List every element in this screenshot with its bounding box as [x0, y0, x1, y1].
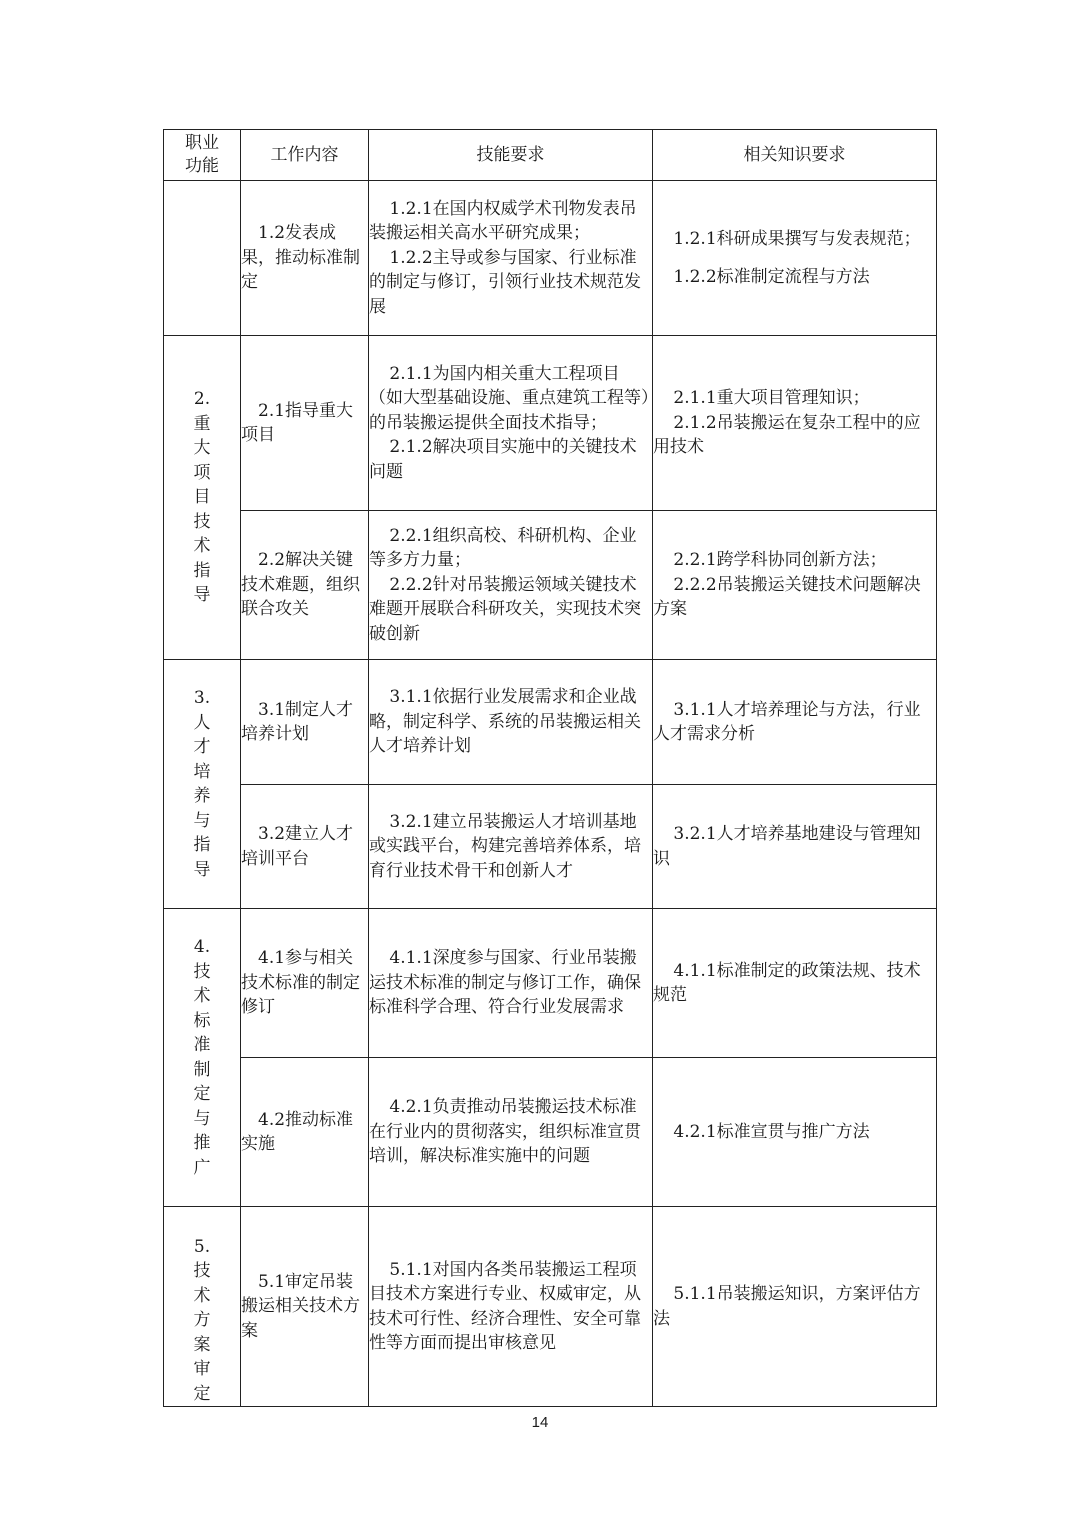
skill-item: 1.2.1在国内权威学术刊物发表吊装搬运相关高水平研究成果； — [369, 198, 637, 244]
table-row — [164, 785, 937, 909]
spec-table — [163, 129, 937, 1407]
skill-item: 1.2.2主导或参与国家、行业标准的制定与修订，引领行业技术规范发展 — [369, 247, 641, 317]
knowledge-item: 2.1.1重大项目管理知识； — [673, 388, 870, 409]
function-cell — [164, 1207, 241, 1407]
knowledge-cell — [653, 785, 937, 909]
skills-cell — [369, 181, 653, 336]
knowledge-item: 2.1.2吊装搬运在复杂工程中的应用技术 — [653, 412, 921, 458]
content-cell: 3.1制定人才培养计划 — [241, 660, 369, 785]
header-function: 职业功能 — [164, 130, 241, 181]
knowledge-item: 1.2.2标准制定流程与方法 — [673, 267, 870, 287]
table-row — [164, 1058, 937, 1207]
table-row — [164, 336, 937, 511]
skill-item: 2.2.2针对吊装搬运领域关键技术难题开展联合科研攻关，实现技术突破创新 — [369, 574, 641, 644]
content-cell: 4.2推动标准实施 — [241, 1058, 369, 1207]
function-cell — [164, 909, 241, 1207]
skill-item: 2.2.1组织高校、科研机构、企业等多方力量； — [369, 525, 637, 571]
skill-item: 3.2.1建立吊装搬运人才培训基地或实践平台，构建完善培养体系，培育行业技术骨干和创新人才 — [369, 811, 641, 881]
knowledge-item: 4.1.1标准制定的政策法规、技术规范 — [653, 960, 921, 1005]
content-cell: 2.1指导重大项目 — [241, 336, 369, 511]
table-row — [164, 181, 937, 336]
skills-cell — [369, 909, 653, 1058]
content-cell: 3.2建立人才培训平台 — [241, 785, 369, 909]
content-cell: 5.1审定吊装搬运相关技术方案 — [241, 1207, 369, 1407]
content-cell: 1.2发表成果，推动标准制定 — [241, 181, 369, 336]
knowledge-cell — [653, 511, 937, 660]
header-skills: 技能要求 — [369, 130, 653, 181]
function-cell — [164, 660, 241, 909]
skill-item: 4.1.1深度参与国家、行业吊装搬运技术标准的制定与修订工作，确保标准科学合理、符合行业发展需求 — [369, 948, 641, 1018]
header-knowledge: 相关知识要求 — [653, 130, 937, 181]
skills-cell — [369, 1058, 653, 1207]
function-cell — [164, 181, 241, 336]
table-row — [164, 1207, 937, 1407]
content-cell: 4.1参与相关技术标准的制定修订 — [241, 909, 369, 1058]
function-label: 3.人才培养与指导 — [193, 688, 211, 880]
knowledge-cell — [653, 336, 937, 511]
skills-cell — [369, 1207, 653, 1407]
table-row — [164, 660, 937, 785]
function-cell — [164, 336, 241, 660]
skills-cell — [369, 660, 653, 785]
knowledge-cell — [653, 181, 937, 336]
function-label: 5.技术方案审定 — [193, 1236, 211, 1404]
knowledge-item: 5.1.1吊装搬运知识，方案评估方法 — [653, 1284, 921, 1329]
skills-cell — [369, 511, 653, 660]
skill-item: 2.1.2解决项目实施中的关键技术问题 — [369, 437, 637, 482]
skill-item: 4.2.1负责推动吊装搬运技术标准在行业内的贯彻落实，组织标准宣贯培训，解决标准实施中的问题 — [369, 1097, 641, 1167]
knowledge-cell — [653, 1058, 937, 1207]
knowledge-item: 3.1.1人才培养理论与方法，行业人才需求分析 — [653, 699, 921, 744]
skills-cell — [369, 336, 653, 511]
knowledge-item: 4.2.1标准宣贯与推广方法 — [673, 1121, 870, 1142]
skill-item: 5.1.1对国内各类吊装搬运工程项目技术方案进行专业、权威审定，从技术可行性、经济合理性、安全可靠性等方面而提出审核意见 — [369, 1259, 641, 1353]
header-row — [164, 130, 937, 181]
knowledge-cell — [653, 1207, 937, 1407]
page-number: 14 — [531, 1414, 549, 1431]
content-cell: 2.2解决关键技术难题，组织联合攻关 — [241, 511, 369, 660]
function-label: 4.技术标准制定与推广 — [193, 937, 211, 1178]
skills-cell — [369, 785, 653, 909]
header-content: 工作内容 — [241, 130, 369, 181]
skill-item: 3.1.1依据行业发展需求和企业战略，制定科学、系统的吊装搬运相关人才培养计划 — [369, 687, 641, 757]
knowledge-item: 1.2.1科研成果撰写与发表规范； — [673, 228, 921, 249]
knowledge-cell — [653, 909, 937, 1058]
function-label: 2.重大项目技术指导 — [193, 389, 211, 606]
knowledge-item: 2.2.1跨学科协同创新方法； — [673, 550, 887, 571]
knowledge-item: 3.2.1人才培养基地建设与管理知识 — [653, 824, 921, 869]
table-row — [164, 909, 937, 1058]
skill-item: 2.1.1为国内相关重大工程项目（如大型基础设施、重点建筑工程等）的吊装搬运提供全面技术指导； — [369, 363, 650, 433]
knowledge-item: 2.2.2吊装搬运关键技术问题解决方案 — [653, 574, 921, 620]
knowledge-cell — [653, 660, 937, 785]
table-row — [164, 511, 937, 660]
